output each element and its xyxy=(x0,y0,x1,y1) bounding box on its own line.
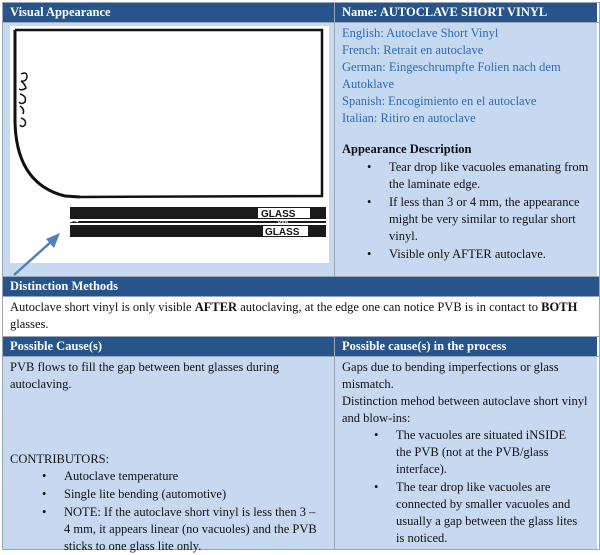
glass-bottom-label: GLASS xyxy=(265,227,300,238)
process-cause-text: Gaps due to bending imperfections or glass mismatch. xyxy=(342,360,559,391)
glass-top-label: GLASS xyxy=(261,209,296,220)
contributors-list xyxy=(10,468,327,555)
causes-header-row xyxy=(3,336,599,356)
visual-cell xyxy=(3,23,335,276)
distinction-emphasis: BOTH xyxy=(541,300,578,314)
possible-causes-cell xyxy=(3,357,335,553)
distinction-method-text: Distinction mehod between autoclave short vinyl and blow-ins: xyxy=(342,394,588,425)
process-causes-cell xyxy=(335,357,597,549)
distinction-text-part: autoclaving, at the edge one can notice PVB is in contact to xyxy=(237,300,542,314)
name-english: English: Autoclave Short Vinyl xyxy=(342,26,499,40)
appearance-description-title: Appearance Description xyxy=(342,142,472,156)
appearance-bullet: • Tear drop like vacuoles emanating from the laminate edge. xyxy=(335,159,591,193)
causes-row xyxy=(3,356,599,553)
distinction-item: • The vacuoles are situated iNSIDE the PVB (not at the PVB/glass interface). xyxy=(342,427,584,478)
defect-table xyxy=(2,2,600,553)
name-german: German: Eingeschrumpfte Folien nach dem Autoklave xyxy=(342,60,561,91)
distinction-emphasis: AFTER xyxy=(194,300,238,314)
visual-appearance-heading: Visual Appearance xyxy=(3,3,335,22)
cause-description: PVB flows to fill the gap between bent glasses during autoclaving. xyxy=(10,360,280,391)
contributor-item: • Single lite bending (automotive) xyxy=(10,486,321,503)
name-french: French: Retrait en autoclave xyxy=(342,43,484,57)
appearance-bullet: • Visible only AFTER autoclave. xyxy=(335,246,591,263)
visual-row xyxy=(3,22,599,276)
distinction-methods-heading: Distinction Methods xyxy=(3,276,599,296)
contributor-item: • NOTE: If the autoclave short vinyl is less then 3 – 4 mm, it appears linear (no vacuoles) and the PVB sticks to one glass lite only. xyxy=(10,504,321,555)
name-italian: Italian: Ritiro en autoclave xyxy=(342,111,476,125)
name-spanish: Spanish: Encogimiento en el autoclave xyxy=(342,94,537,108)
blow-in-distinction-list xyxy=(342,427,590,547)
appearance-bullet: • If less than 3 or 4 mm, the appearance might be very similar to regular short vinyl. xyxy=(335,194,591,245)
contributors-label: CONTRIBUTORS: xyxy=(10,452,110,466)
distinction-text-part: Autoclave short vinyl is only visible xyxy=(10,300,195,314)
pvb-label: PVB xyxy=(278,220,289,226)
contributor-item: • Autoclave temperature xyxy=(10,468,321,485)
translated-names xyxy=(335,23,597,127)
possible-causes-heading: Possible Cause(s) xyxy=(3,337,335,356)
distinction-text xyxy=(3,296,599,336)
pointer-arrow-icon xyxy=(8,221,78,281)
distinction-item: • The tear drop like vacuoles are connected by smaller vacuoles and usually a gap between the glass lites is noticed. xyxy=(342,479,584,547)
header-row xyxy=(3,3,599,22)
process-causes-heading: Possible cause(s) in the process xyxy=(335,337,597,356)
distinction-text-part: glasses. xyxy=(10,317,49,331)
names-cell xyxy=(335,23,597,276)
appearance-bullets xyxy=(335,159,597,263)
defect-name-heading: Name: AUTOCLAVE SHORT VINYL xyxy=(335,3,597,22)
